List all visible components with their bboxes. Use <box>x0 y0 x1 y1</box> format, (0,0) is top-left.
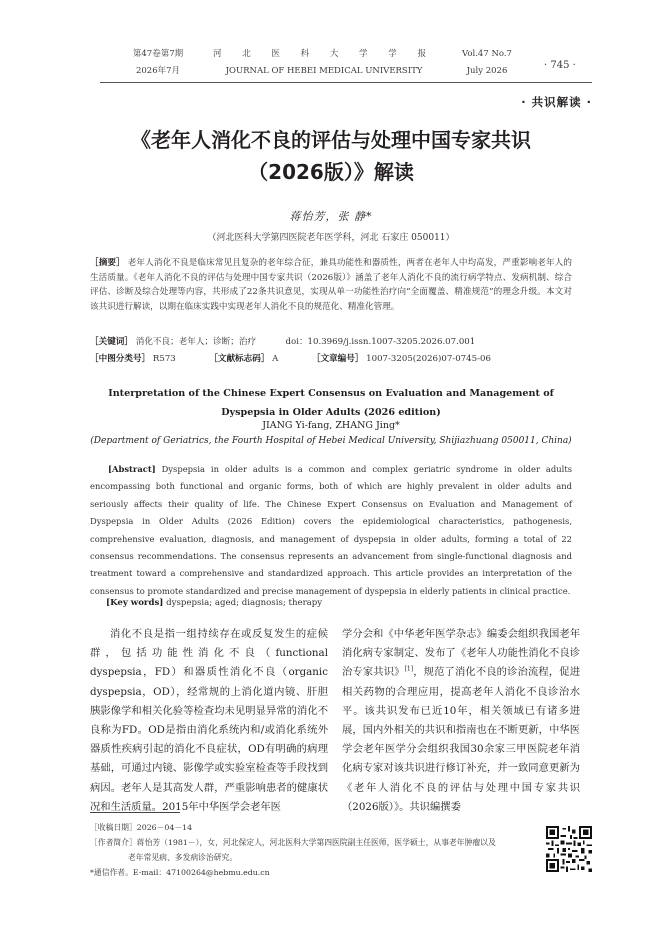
journal-issue-cn <box>118 46 198 80</box>
keywords-cn-label: ［关键词］ <box>90 337 133 347</box>
journal-issue-en <box>446 46 528 80</box>
keywords-en-text: dyspepsia; aged; diagnosis; therapy <box>166 598 323 608</box>
doi: doi：10.3969/j.issn.1007-3205.2026.07.001 <box>285 337 476 347</box>
header-divider <box>100 82 592 83</box>
journal-name-en: JOURNAL OF HEBEI MEDICAL UNIVERSITY <box>225 66 423 76</box>
abstract-cn <box>90 256 572 314</box>
en-title-line-2: Dyspepsia in Older Adults (2026 edition) <box>221 407 441 418</box>
received-date: ［收稿日期］2026－04－14 <box>90 823 193 832</box>
affiliation-cn: （河北医科大学第四医院老年医学科，河北 石家庄 050011） <box>207 233 455 243</box>
title-line-2: （2026版）》解读 <box>248 160 414 184</box>
affiliation-en: (Department of Geriatrics, the Fourth Hospital of Hebei Medical University, Shijiazhuang 050011, China) <box>90 436 572 446</box>
authors-cn: 蒋怡芳，张 静* <box>289 210 373 223</box>
keywords-en <box>106 598 572 608</box>
keywords-en-label: [Key words] <box>106 598 164 608</box>
doc-code-label: ［文献标志码］ <box>209 354 270 364</box>
en-title-line-1: Interpretation of the Chinese Expert Consensus on Evaluation and Management of <box>108 388 554 399</box>
column-tag: · 共识解读 · <box>521 95 592 109</box>
issue-date-cn: 2026年7月 <box>135 66 181 76</box>
journal-name <box>196 46 452 80</box>
article-number-value: 1007-3205(2026)07-0745-06 <box>366 354 491 364</box>
author-bio-cont: 老年常见病、多发病诊治研究。 <box>128 853 238 862</box>
abstract-cn-label: ［摘要］ <box>90 258 125 268</box>
corresponding-author: *通信作者。E-mail：47100264@hebmu.edu.cn <box>90 868 270 877</box>
keywords-cn-text: 消化不良；老年人；诊断；治疗 <box>135 337 257 347</box>
clc-value: R573 <box>152 354 176 364</box>
classification-line <box>90 352 572 366</box>
body-column-2 <box>342 625 580 817</box>
issue-date-en: July 2026 <box>466 66 508 76</box>
article-title-cn <box>90 124 572 188</box>
footnotes <box>90 820 530 880</box>
abstract-cn-text: 老年人消化不良是临床常见且复杂的老年综合征，兼具功能性和器质性，两者在老年人中均高发，严重影响老年人的生活质量。《老年人消化不良的评估与处理中国专家共识（2026版）》涵盖了老年人消化不良的流行病学特点、发病机制、综合评估、诊断及综合处理等内容，共形成了22条共识意见，实现从单一功能性治疗向“全面覆盖、精准规范”的理念升级。本文对该共识进行解读，以期在临床实践中实现老年人消化不良的规范化、精准化管理。 <box>90 258 572 312</box>
journal-name-cn: 河 北 医 科 大 学 学 报 <box>213 49 435 59</box>
authors-en: JIANG Yi-fang, ZHANG Jing* <box>262 420 400 431</box>
title-line-1: 《老年人消化不良的评估与处理中国专家共识 <box>131 128 531 152</box>
body-column-2-text-a: 学分会和《中华老年医学杂志》编委会组织我国老年消化病专家制定、发布了《老年人功能性消化不良诊治专家共识》 <box>342 628 580 679</box>
clc-label: ［中图分类号］ <box>90 354 151 364</box>
citation-ref[interactable]: [1] <box>404 665 414 673</box>
doc-code-value: A <box>272 354 279 364</box>
keywords-cn <box>90 335 572 349</box>
article-title-en <box>90 384 572 422</box>
abstract-en <box>90 461 572 600</box>
issue-volume-en: Vol.47 No.7 <box>462 49 512 59</box>
article-number-label: ［文章编号］ <box>311 354 364 364</box>
page-number: · 745 · <box>544 60 576 71</box>
abstract-en-text: Dyspepsia in older adults is a common and complex geriatric syndrome in older adults encompassing both functional and organic forms, both of which are highly prevalent in older adults and seriously affects their quality of life. The Chinese Expert Consensus on Evaluation and Management of Dyspepsia in Older Adults (2026 Edition) covers the epidemiological characteristics, pathogenesis, comprehensive evaluation, diagnosis, and management of dyspepsia in older adults, forming a total of 22 consensus recommendations. The consensus represents an advancement from single-functional diagnosis and treatment toward a comprehensive and standardized approach. This article provides an interpretation of the consensus to promote standardized and precise management of dyspepsia in elderly patients in clinical practice. <box>90 464 572 596</box>
footnote-divider <box>90 812 180 813</box>
qr-code-icon <box>546 826 592 872</box>
abstract-en-label: [Abstract] <box>108 464 156 474</box>
body-column-1: 消化不良是指一组持续存在或反复发生的症候群，包括功能性消化不良（functional dyspepsia，FD）和器质性消化不良（organic dyspepsia，OD），经常规的上消化道内镜、肝胆胰影像学和相关化验等检查均未见明显异常的消化不良称为FD。OD是指由消化系统内和/或消化系统外器质性疾病引起的消化不良症状，OD有明确的病理基础，可通过内镜、影像学或实验室检查等手段找到病因。老年人是其高发人群，严重影响患者的健康状况和生活质量。2015年中华医学会老年医 <box>90 628 328 813</box>
body-column-2-text-b: ，规范了消化不良的诊治流程，促进相关药物的合理应用，提高老年人消化不良诊治水平。该共识发布已近10年，相关领域已有诸多进展，国内外相关的共识和指南也在不断更新，中华医学会老年医学分会组织我国30余家三甲医院老年消化病专家对该共识进行修订补充，并一致同意更新为《老年人消化不良的评估与处理中国专家共识（2026版）》。共识编撰委 <box>342 666 581 813</box>
issue-volume-cn: 第47卷第7期 <box>132 49 184 59</box>
author-bio: ［作者简介］蒋怡芳（1981－），女，河北保定人，河北医科大学第四医院副主任医师，医学硕士，从事老年肿瘤以及 <box>90 838 496 847</box>
